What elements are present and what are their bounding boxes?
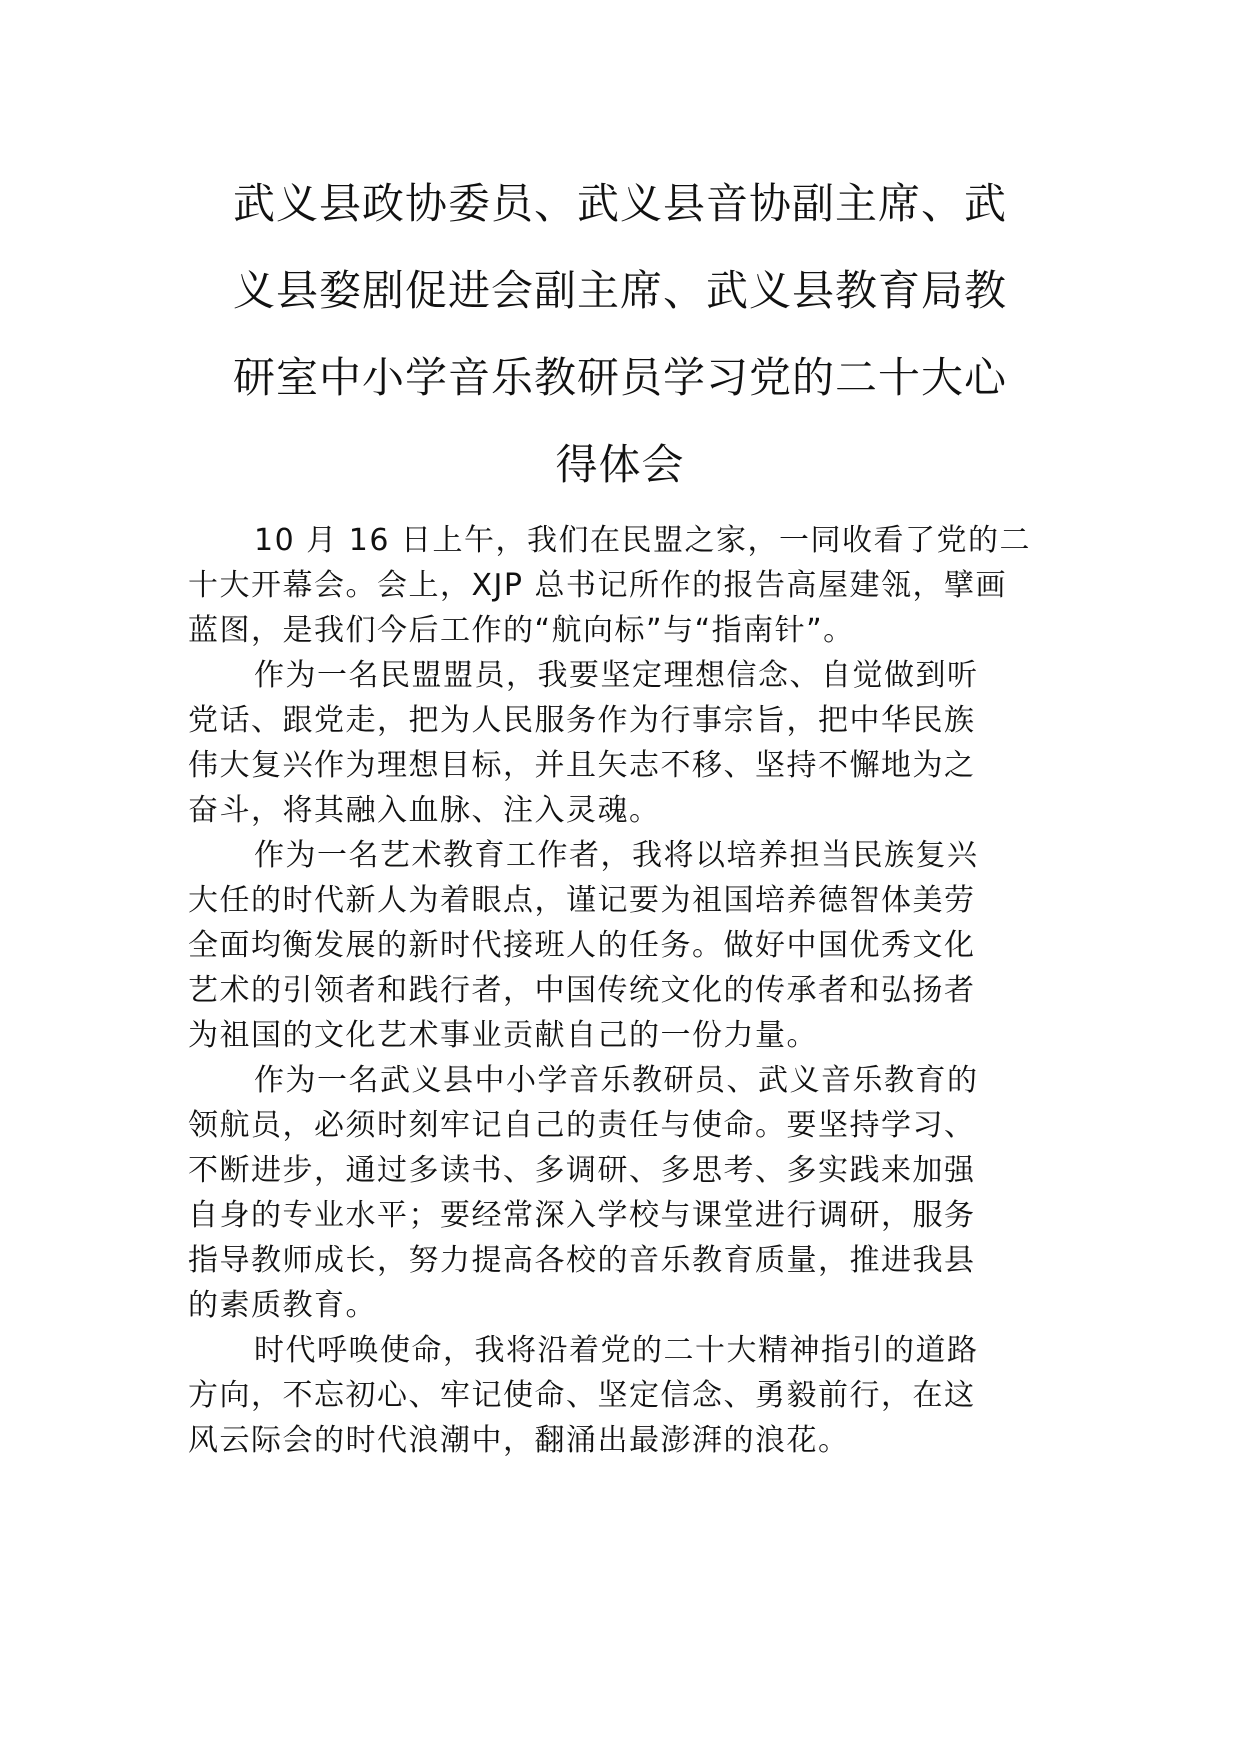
title-line: 武义县政协委员、武义县音协副主席、武 — [232, 179, 1007, 228]
text-line: 时代呼唤使命，我将沿着党的二十大精神指引的道路 — [254, 1333, 979, 1368]
text-line: 指导教师成长，努力提高各校的音乐教育质量，推进我县 — [188, 1243, 976, 1278]
paragraph-3 — [188, 833, 1048, 1058]
text-line: 党话、跟党走，把为人民服务作为行事宗旨，把中华民族 — [188, 703, 976, 738]
text-line: 伟大复兴作为理想目标，并且矢志不移、坚持不懈地为之 — [188, 748, 976, 783]
title-line: 得体会 — [555, 440, 685, 489]
text-line: 十大开幕会。会上，XJP 总书记所作的报告高屋建瓴，擘画 — [188, 568, 1008, 603]
text-line: 大任的时代新人为着眼点，谨记要为祖国培养德智体美劳 — [188, 883, 976, 918]
document-body — [188, 518, 1048, 1463]
text-line: 蓝图，是我们今后工作的“航向标”与“指南针”。 — [188, 613, 855, 648]
title-line: 研室中小学音乐教研员学习党的二十大心 — [232, 353, 1007, 402]
text-line: 作为一名艺术教育工作者，我将以培养担当民族复兴 — [254, 838, 979, 873]
document-title — [190, 160, 1050, 508]
paragraph-1 — [188, 518, 1048, 653]
paragraph-5 — [188, 1328, 1048, 1463]
text-line: 方向，不忘初心、牢记使命、坚定信念、勇毅前行，在这 — [188, 1378, 976, 1413]
text-line: 风云际会的时代浪潮中，翻涌出最澎湃的浪花。 — [188, 1423, 850, 1458]
text-line: 自身的专业水平；要经常深入学校与课堂进行调研，服务 — [188, 1198, 976, 1233]
text-line: 作为一名武义县中小学音乐教研员、武义音乐教育的 — [254, 1063, 979, 1098]
text-line: 艺术的引领者和践行者，中国传统文化的传承者和弘扬者 — [188, 973, 976, 1008]
text-line: 10 月 16 日上午，我们在民盟之家，一同收看了党的二 — [254, 523, 1031, 558]
text-line: 奋斗，将其融入血脉、注入灵魂。 — [188, 793, 661, 828]
text-line: 不断进步，通过多读书、多调研、多思考、多实践来加强 — [188, 1153, 976, 1188]
text-line: 为祖国的文化艺术事业贡献自己的一份力量。 — [188, 1018, 818, 1053]
text-line: 的素质教育。 — [188, 1288, 377, 1323]
paragraph-2 — [188, 653, 1048, 833]
paragraph-4 — [188, 1058, 1048, 1328]
text-line: 领航员，必须时刻牢记自己的责任与使命。要坚持学习、 — [188, 1108, 976, 1143]
title-line: 义县婺剧促进会副主席、武义县教育局教 — [232, 266, 1007, 315]
text-line: 作为一名民盟盟员，我要坚定理想信念、自觉做到听 — [254, 658, 979, 693]
text-line: 全面均衡发展的新时代接班人的任务。做好中国优秀文化 — [188, 928, 976, 963]
